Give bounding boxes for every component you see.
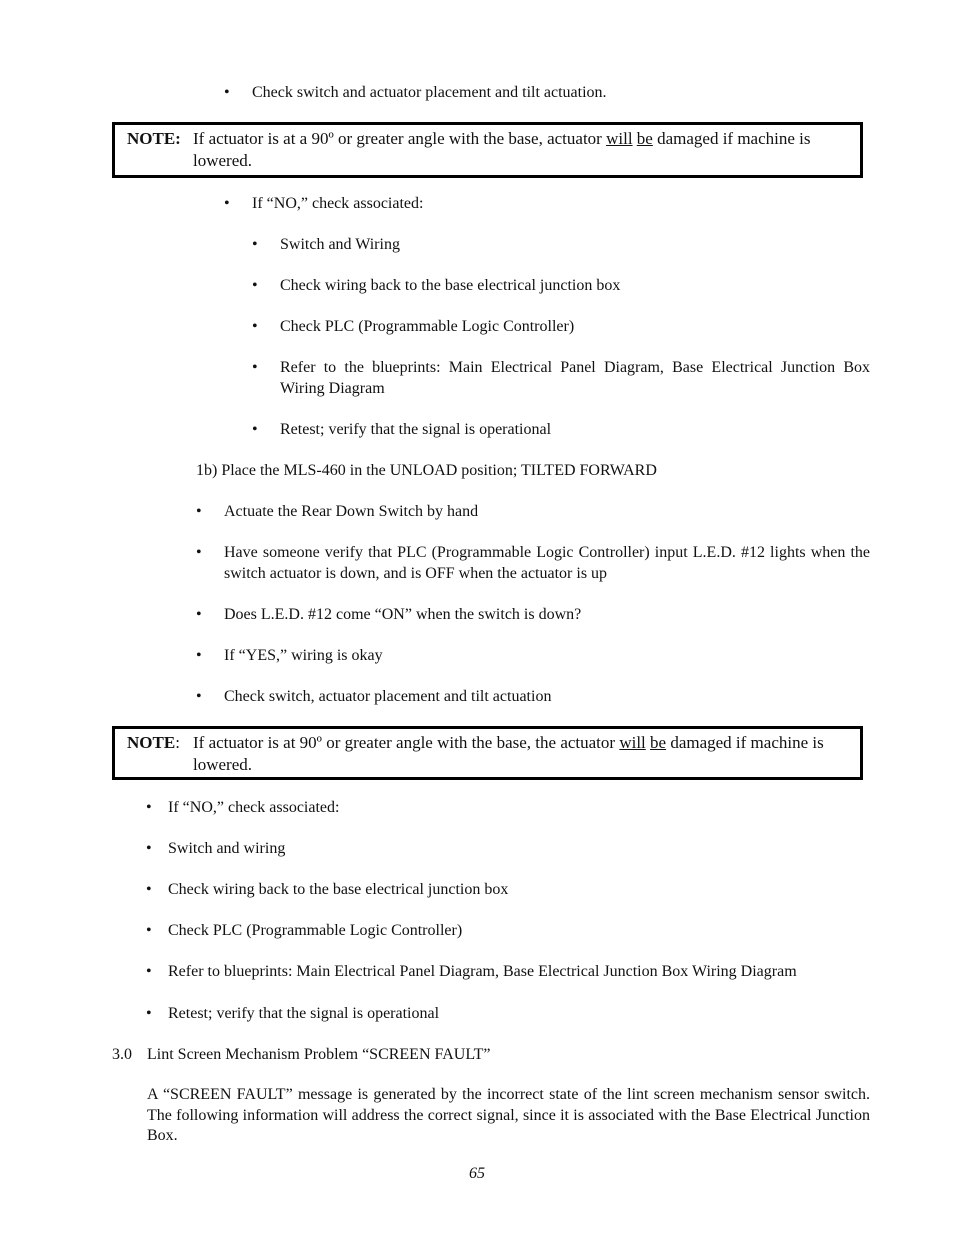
note-box (112, 122, 863, 178)
list-item: If “YES,” wiring is okay (224, 647, 383, 664)
list-item: Refer to the blueprints: Main Electrical Panel Diagram, Base Electrical Junction Box Wiring Diagram (280, 359, 870, 397)
list-item: Check PLC (Programmable Logic Controller) (168, 922, 463, 939)
list-item: Check wiring back to the base electrical junction box (168, 881, 509, 898)
bullet: • (146, 1005, 152, 1022)
note-box (112, 726, 863, 780)
list-item: If “NO,” check associated: (252, 195, 424, 212)
bullet: • (146, 840, 152, 857)
bullet: • (252, 359, 258, 376)
bullet: • (196, 647, 202, 664)
bullet: • (252, 318, 258, 335)
page-number: 65 (469, 1165, 485, 1182)
section-title: Lint Screen Mechanism Problem “SCREEN FAULT” (147, 1046, 491, 1063)
list-item: Actuate the Rear Down Switch by hand (224, 503, 479, 520)
note-text: If actuator is at a 90º or greater angle with the base, actuator will be damaged if machine is lowered. (193, 129, 811, 170)
bullet: • (252, 236, 258, 253)
bullet: • (146, 881, 152, 898)
bullet: • (196, 688, 202, 705)
section-paragraph: A “SCREEN FAULT” message is generated by the incorrect state of the lint screen mechanism sensor switch. The following information will address the correct signal, since it is associated with the Base Electrical Junction Box. (147, 1086, 870, 1144)
note-text: If actuator is at 90º or greater angle with the base, the actuator will be damaged if machine is lowered. (193, 733, 824, 774)
bullet: • (252, 421, 258, 438)
list-item: Switch and Wiring (280, 236, 400, 253)
bullet: • (224, 195, 230, 212)
bullet: • (196, 544, 202, 561)
list-item: Check switch, actuator placement and tilt actuation (224, 688, 552, 705)
bullet: • (196, 606, 202, 623)
section-number: 3.0 (112, 1046, 132, 1063)
list-item: Check PLC (Programmable Logic Controller) (280, 318, 575, 335)
bullet: • (146, 799, 152, 816)
note-label: NOTE: (127, 733, 180, 752)
list-item: Check switch and actuator placement and tilt actuation. (252, 84, 607, 101)
note-label: NOTE: (127, 129, 181, 148)
bullet: • (146, 922, 152, 939)
list-item: Check wiring back to the base electrical junction box (280, 277, 621, 294)
list-item: If “NO,” check associated: (168, 799, 340, 816)
bullet: • (196, 503, 202, 520)
list-item: Retest; verify that the signal is operational (280, 421, 552, 438)
step-heading: 1b) Place the MLS-460 in the UNLOAD position; TILTED FORWARD (196, 462, 657, 479)
list-item: Retest; verify that the signal is operational (168, 1005, 440, 1022)
list-item: Switch and wiring (168, 840, 286, 857)
list-item: Does L.E.D. #12 come “ON” when the switch is down? (224, 606, 582, 623)
bullet: • (146, 963, 152, 980)
list-item: Refer to blueprints: Main Electrical Panel Diagram, Base Electrical Junction Box Wiring Diagram (168, 963, 797, 980)
bullet: • (224, 84, 230, 101)
bullet: • (252, 277, 258, 294)
list-item: Have someone verify that PLC (Programmable Logic Controller) input L.E.D. #12 lights when the switch actuator is down, and is OFF when the actuator is up (224, 544, 870, 582)
